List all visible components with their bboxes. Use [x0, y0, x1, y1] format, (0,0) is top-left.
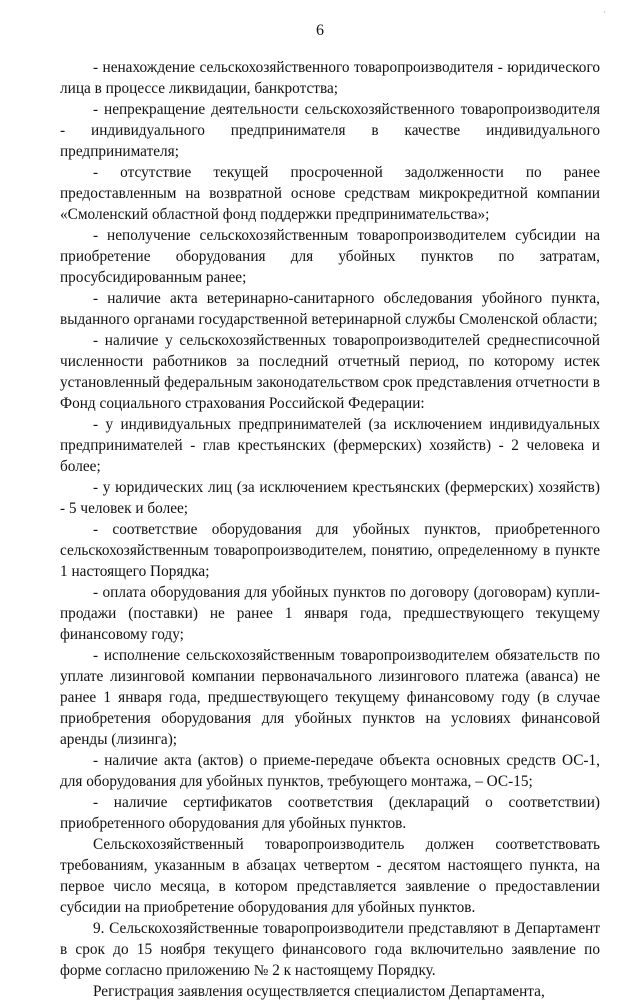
paragraph-leasing-payment: - исполнение сельскохозяйственным товаропроизводителем обязательств по уплате лизинговой компании первоначального лизингового платежа (аванса) не ранее 1 января года, предшествующего текущему финансовому году (в случае приобретения оборудования для убойных пунктов на условиях финансовой аренды (лизинга); [60, 647, 600, 748]
paragraph-acceptance-act: - наличие акта (актов) о приеме-передаче объекта основных средств ОС-1, для оборудования для убойных пунктов, требующего монтажа, – ОС-15; [60, 752, 600, 790]
paragraph-vet-inspection-act: - наличие акта ветеринарно-санитарного обследования убойного пункта, выданного органами государственной ветеринарной службы Смоленской области; [60, 290, 600, 328]
paragraph-registration: Регистрация заявления осуществляется специалистом Департамента, [93, 983, 545, 1000]
paragraph-no-prior-subsidy: - неполучение сельскохозяйственным товаропроизводителем субсидии на приобретение оборудования для убойных пунктов по затратам, просубсидированным ранее; [60, 227, 600, 286]
paragraph-certificates: - наличие сертификатов соответствия (деклараций о соответствии) приобретенного оборудования для убойных пунктов. [60, 794, 600, 832]
paragraph-item-9: 9. Сельскохозяйственные товаропроизводители представляют в Департамент в срок до 15 ноября текущего финансового года включительно заявление по форме согласно приложению № 2 к настоящему Порядку. [60, 920, 600, 979]
document-body [60, 57, 600, 1002]
paragraph-no-termination: - непрекращение деятельности сельскохозяйственного товаропроизводителя - индивидуального предпринимателя в качестве индивидуального предпринимателя; [60, 101, 600, 160]
paragraph-headcount-individuals: - у индивидуальных предпринимателей (за исключением индивидуальных предпринимателей - глав крестьянских (фермерских) хозяйств) - 2 человека и более; [60, 416, 600, 475]
corner-mark: · [603, 8, 606, 17]
paragraph-headcount: - наличие у сельскохозяйственных товаропроизводителей среднесписочной численности работников за последний отчетный период, по которому истек установленный федеральным законодательством срок представления отчетности в Фонд социального страхования Российской Федерации: [60, 332, 600, 412]
paragraph-no-overdue-debt: - отсутствие текущей просроченной задолженности по ранее предоставленным на возвратной основе средствам микрокредитной компании «Смоленский областной фонд поддержки предпринимательства»; [60, 164, 600, 223]
paragraph-no-liquidation: - ненахождение сельскохозяйственного товаропроизводителя - юридического лица в процессе ликвидации, банкротства; [60, 59, 600, 97]
paragraph-headcount-legal-entities: - у юридических лиц (за исключением крестьянских (фермерских) хозяйств) - 5 человек и более; [60, 479, 600, 517]
page-number: 6 [316, 22, 324, 39]
paragraph-equipment-payment: - оплата оборудования для убойных пунктов по договору (договорам) купли-продажи (поставки) не ранее 1 января года, предшествующего текущему финансовому году; [60, 584, 600, 643]
paragraph-equipment-conformity: - соответствие оборудования для убойных пунктов, приобретенного сельскохозяйственным товаропроизводителем, понятию, определенному в пункте 1 настоящего Порядка; [60, 521, 600, 580]
paragraph-requirements-date: Сельскохозяйственный товаропроизводитель должен соответствовать требованиям, указанным в абзацах четвертом - десятом настоящего пункта, на первое число месяца, в котором представляется заявление о предоставлении субсидии на приобретение оборудования для убойных пунктов. [60, 836, 600, 916]
